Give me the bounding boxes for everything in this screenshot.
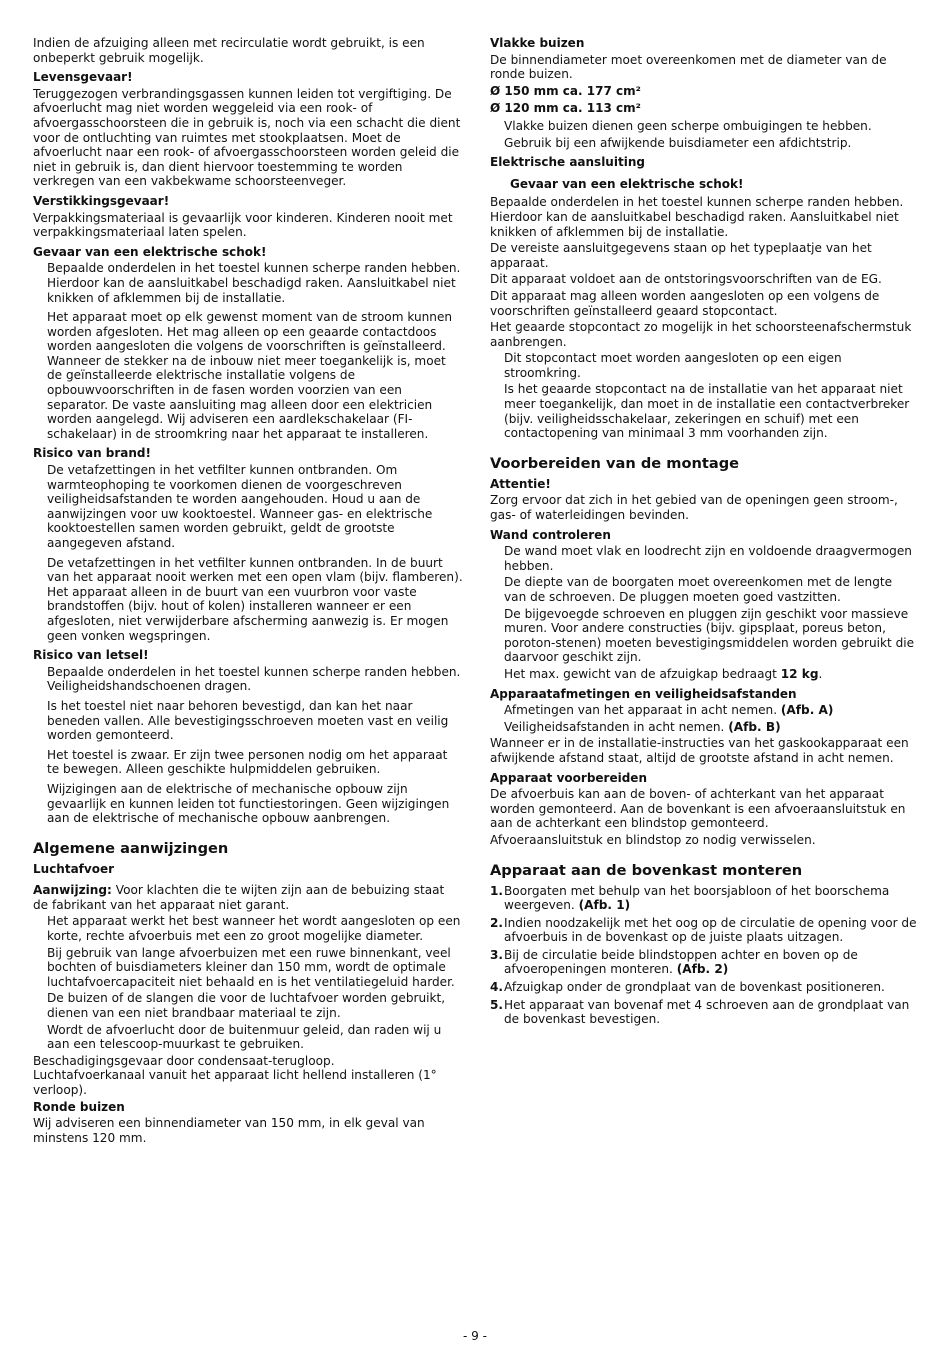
letsel-paragraph-3: Het toestel is zwaar. Er zijn twee personen nodig om het apparaat te bewegen. Alleen geschikte hulpmiddelen gebruiken. bbox=[47, 747, 448, 777]
step-number: 4. bbox=[490, 980, 504, 995]
afmetingen-paragraph bbox=[490, 703, 918, 718]
aansluiting-paragraph-3: Dit apparaat voldoet aan de ontstoringsvoorschriften van de EG. bbox=[490, 272, 882, 287]
verstikkingsgevaar-text: Verpakkingsmateriaal is gevaarlijk voor kinderen. Kinderen nooit met verpakkingsmateriaal laten spelen. bbox=[33, 210, 453, 240]
elektrische-schok-paragraph-2: Het apparaat moet op elk gewenst moment van de stroom kunnen worden afgesloten. Het mag alleen op een geaarde contactdoos worden aangesloten die volgens de voorschriften is geïnstalleerd. Wanneer de stekker na de inbouw niet meer toegankelijk is, moet de geïnstalleerde elektrische installatie volgens de opbouwvoorschriften in de fasen worden voorzien van een separator. De vaste aansluiting mag alleen door een elektricien worden aangelegd. Wij adviseren een aardlekschakelaar (FI-schakelaar) in de stroomkring naar het apparaat te installeren. bbox=[47, 310, 453, 441]
heading-apparaat-voorbereiden: Apparaat voorbereiden bbox=[490, 770, 647, 785]
heading-verstikkingsgevaar: Verstikkingsgevaar! bbox=[33, 193, 170, 208]
max-gewicht-text: Het max. gewicht van de afzuigkap bedraagt bbox=[504, 666, 781, 681]
step-number: 3. bbox=[490, 947, 504, 962]
intro-paragraph: Indien de afzuiging alleen met recirculatie wordt gebruikt, is een onbeperkt gebruik mogelijk. bbox=[33, 36, 425, 65]
left-column bbox=[33, 36, 463, 1150]
wand-paragraph-3: De bijgevoegde schroeven en pluggen zijn geschikt voor massieve muren. Voor andere constructies (bijv. gipsplaat, poreus beton, poroton-stenen) moeten bevestigingsmiddelen worden gebruikt die daarvoor geschikt zijn. bbox=[504, 606, 915, 665]
vlakke-buizen-paragraph-1: Vlakke buizen dienen geen scherpe ombuigingen te hebben. bbox=[504, 118, 872, 133]
heading-vlakke-buizen: Vlakke buizen bbox=[490, 36, 585, 50]
apparaat-paragraph-1: De afvoerbuis kan aan de boven- of achterkant van het apparaat worden gemonteerd. Aan de bovenkant is een afvoeraansluitstuk en aan de achterkant een blindstop gemonteerd. bbox=[490, 787, 906, 831]
max-gewicht-value: 12 kg bbox=[780, 666, 819, 681]
vlakke-buizen-paragraph-2: Gebruik bij een afwijkende buisdiameter een afdichtstrip. bbox=[504, 135, 852, 150]
luchtafvoer-paragraph-4: Wordt de afvoerlucht door de buitenmuur geleid, dan raden wij u aan een telescoop-muurkast te gebruiken. bbox=[47, 1022, 442, 1052]
afstanden-text: Veiligheidsafstanden in acht nemen. bbox=[504, 719, 729, 734]
brand-paragraph-1: De vetafzettingen in het vetfilter kunnen ontbranden. Om warmteophoping te voorkomen dienen de voorgeschreven veiligheidsafstanden te worden aangehouden. Houd u aan de aanwijzingen voor uw kooktoestel. Wanneer gas- en elektrische kooktoestellen samen worden gebruikt, geldt de grootste aangegeven afstand. bbox=[47, 463, 433, 550]
step-text-body: Boorgaten met behulp van het boorsjabloon of het boorschema weergeven. bbox=[504, 883, 890, 913]
levensgevaar-text: Teruggezogen verbrandingsgassen kunnen leiden tot vergiftiging. De afvoerlucht mag niet worden weggeleid via een rook- of afvoergasschoorsteen die in gebruik is, noch via een schacht die dient voor de ontluchting van ruimtes met stookplaatsen. Moet de afvoerlucht naar een rook- of afvoergasschoorsteen worden geleid die niet in gebruik is, dan dient hiervoor toestemming te worden verkregen van een vakbekwame schoorsteenveger. bbox=[33, 86, 461, 189]
mounting-step bbox=[490, 884, 918, 913]
step-text-body: Bij de circulatie beide blindstoppen achter en boven op de afvoeropeningen monteren. bbox=[504, 947, 858, 977]
step-text-body: Afzuigkap onder de grondplaat van de bovenkast positioneren. bbox=[504, 980, 885, 995]
right-column bbox=[490, 36, 918, 1030]
letsel-paragraph-4: Wijzigingen aan de elektrische of mechanische opbouw zijn gevaarlijk en kunnen leiden tot functiestoringen. Geen wijzigingen aan de elektrische of mechanische opbouw aanbrengen. bbox=[47, 781, 450, 826]
step-text bbox=[504, 916, 918, 945]
letsel-paragraph-1: Bepaalde onderdelen in het toestel kunnen scherpe randen hebben. Veiligheidshandschoenen dragen. bbox=[47, 664, 461, 694]
diameter-120-spec: Ø 120 mm ca. 113 cm² bbox=[490, 101, 641, 116]
heading-risico-letsel: Risico van letsel! bbox=[33, 648, 149, 663]
heading-ronde-buizen: Ronde buizen bbox=[33, 1099, 125, 1114]
step-text bbox=[504, 980, 885, 995]
warning-elektrische-schok: Gevaar van een elektrische schok! bbox=[510, 176, 744, 191]
ronde-buizen-text: Wij adviseren een binnendiameter van 150 mm, in elk geval van minstens 120 mm. bbox=[33, 1116, 425, 1145]
vlakke-buizen-text: De binnendiameter moet overeenkomen met de diameter van de ronde buizen. bbox=[490, 52, 887, 82]
mounting-step bbox=[490, 998, 918, 1027]
step-text-body: Het apparaat van bovenaf met 4 schroeven aan de grondplaat van de bovenkast bevestigen. bbox=[504, 997, 910, 1027]
heading-levensgevaar: Levensgevaar! bbox=[33, 70, 133, 85]
mounting-step bbox=[490, 948, 918, 977]
aanwijzing-text: Voor klachten die te wijten zijn aan de bebuizing staat de fabrikant van het apparaat niet garant. bbox=[33, 883, 445, 912]
heading-risico-brand: Risico van brand! bbox=[33, 446, 151, 461]
step-number: 5. bbox=[490, 997, 504, 1012]
aanwijzing-label: Aanwijzing: bbox=[33, 883, 112, 898]
heading-elektrische-schok: Gevaar van een elektrische schok! bbox=[33, 244, 267, 259]
mounting-step bbox=[490, 916, 918, 945]
max-gewicht-end: . bbox=[818, 666, 823, 681]
wand-paragraph-1: De wand moet vlak en loodrecht zijn en voldoende draagvermogen hebben. bbox=[504, 544, 912, 573]
aansluiting-paragraph-5: Het geaarde stopcontact zo mogelijk in het schoorsteenafschermstuk aanbrengen. bbox=[490, 320, 912, 349]
helling-instruction: Luchtafvoerkanaal vanuit het apparaat licht hellend installeren (1° verloop). bbox=[33, 1068, 437, 1097]
diameter-150-spec: Ø 150 mm ca. 177 cm² bbox=[490, 83, 641, 98]
figure-ref-a: (Afb. A) bbox=[780, 703, 834, 718]
step-text bbox=[504, 884, 918, 913]
heading-attentie: Attentie! bbox=[490, 476, 551, 491]
elektrische-schok-paragraph-1: Bepaalde onderdelen in het toestel kunnen scherpe randen hebben. Hierdoor kan de aansluitkabel beschadigd raken. Aansluitkabel niet knikken of afklemmen bij de installatie. bbox=[47, 261, 461, 305]
wand-paragraph-2: De diepte van de boorgaten moet overeenkomen met de lengte van de schroeven. De pluggen moeten goed vastzitten. bbox=[504, 575, 893, 604]
luchtafvoer-paragraph-1: Het apparaat werkt het best wanneer het wordt aangesloten op een korte, rechte afvoerbuis met een zo groot mogelijke diameter. bbox=[47, 914, 461, 944]
brand-paragraph-2: De vetafzettingen in het vetfilter kunnen ontbranden. In de buurt van het apparaat nooit werken met een open vlam (bijv. flamberen). Het apparaat alleen in de buurt van een vuurbron voor vaste brandstoffen (bijv. hout of kolen) installeren wanneer er een afgesloten, niet verwijderbare afscherming aanwezig is. Er mogen geen vonken wegspringen. bbox=[47, 555, 463, 643]
heading-afmetingen-afstanden: Apparaatafmetingen en veiligheidsafstanden bbox=[490, 686, 797, 701]
step-number: 2. bbox=[490, 915, 504, 930]
heading-luchtafvoer: Luchtafvoer bbox=[33, 861, 115, 876]
step-text bbox=[504, 998, 918, 1027]
letsel-paragraph-2: Is het toestel niet naar behoren bevestigd, dan kan het naar beneden vallen. Alle bevestigingsschroeven moeten vast en veilig worden gemonteerd. bbox=[47, 698, 449, 743]
gaskookapparaat-note: Wanneer er in de installatie-instructies van het gaskookapparaat een afwijkende afstand staat, altijd de grootste afstand in acht nemen. bbox=[490, 736, 909, 765]
luchtafvoer-paragraph-3: De buizen of de slangen die voor de luchtafvoer worden gebruikt, dienen van een niet brandbaar materiaal te zijn. bbox=[47, 991, 446, 1021]
section-title-monteren: Apparaat aan de bovenkast monteren bbox=[490, 861, 803, 879]
luchtafvoer-paragraph-2: Bij gebruik van lange afvoerbuizen met een ruwe binnenkant, veel bochten of buisdiameters kleiner dan 150 mm, wordt de optimale luchtafvoercapaciteit niet behaald en is het ventilatiegeluid harder. bbox=[47, 945, 455, 989]
aansluiting-paragraph-6: Dit stopcontact moet worden aangesloten op een eigen stroomkring. bbox=[504, 351, 842, 380]
condensaat-warning: Beschadigingsgevaar door condensaat-terugloop. bbox=[33, 1053, 335, 1068]
section-title-voorbereiden: Voorbereiden van de montage bbox=[490, 454, 740, 472]
figure-ref-b: (Afb. B) bbox=[728, 719, 781, 734]
step-number: 1. bbox=[490, 883, 504, 898]
mounting-step bbox=[490, 980, 918, 995]
step-text-body: Indien noodzakelijk met het oog op de circulatie de opening voor de afvoerbuis in de bovenkast op de juiste plaats uitzagen. bbox=[504, 915, 917, 945]
section-title-algemene-aanwijzingen: Algemene aanwijzingen bbox=[33, 839, 229, 857]
heading-wand-controleren: Wand controleren bbox=[490, 527, 611, 542]
aansluiting-paragraph-4: Dit apparaat mag alleen worden aangesloten op een volgens de voorschriften geïnstalleerd geaard stopcontact. bbox=[490, 288, 880, 318]
wand-paragraph-4 bbox=[490, 667, 918, 682]
step-text bbox=[504, 948, 918, 977]
page-number: - 9 - bbox=[462, 1329, 488, 1343]
aansluiting-paragraph-7: Is het geaarde stopcontact na de installatie van het apparaat niet meer toegankelijk, dan moet in de installatie een contactverbreker (bijv. veiligheidsschakelaar, zekeringen en schuif) met een contactopening van minimaal 3 mm voorhanden zijn. bbox=[504, 382, 910, 441]
figure-ref-1: (Afb. 1) bbox=[578, 898, 631, 913]
aansluiting-paragraph-1: Bepaalde onderdelen in het toestel kunnen scherpe randen hebben. Hierdoor kan de aansluitkabel beschadigd raken. Aansluitkabel niet knikken of afklemmen bij de installatie. bbox=[490, 195, 904, 239]
afmetingen-text: Afmetingen van het apparaat in acht nemen. bbox=[504, 703, 781, 718]
heading-elektrische-aansluiting: Elektrische aansluiting bbox=[490, 155, 645, 170]
attentie-text: Zorg ervoor dat zich in het gebied van de openingen geen stroom-, gas- of waterleidingen bevinden. bbox=[490, 493, 898, 523]
aanwijzing-paragraph bbox=[33, 883, 463, 912]
mounting-steps-list bbox=[490, 884, 918, 1027]
apparaat-paragraph-2: Afvoeraansluitstuk en blindstop zo nodig verwisselen. bbox=[490, 832, 816, 847]
aansluiting-paragraph-2: De vereiste aansluitgegevens staan op het typeplaatje van het apparaat. bbox=[490, 241, 872, 270]
afstanden-paragraph bbox=[490, 720, 918, 735]
figure-ref-2: (Afb. 2) bbox=[676, 962, 729, 977]
